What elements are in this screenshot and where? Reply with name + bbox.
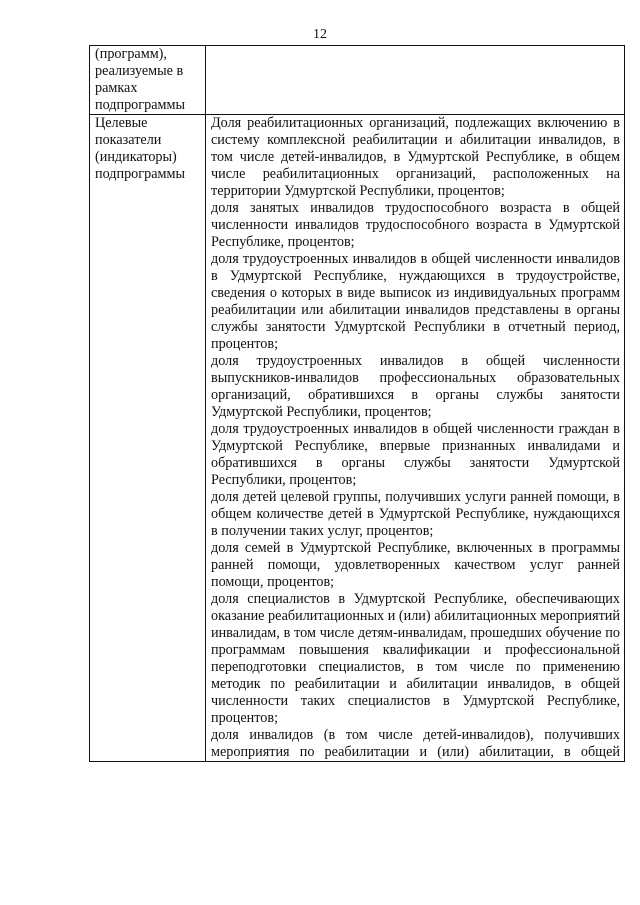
row-content-cell-empty: [206, 46, 625, 115]
row-label-line: подпрограммы: [95, 97, 185, 113]
row-label-cell: [90, 46, 206, 115]
indicator-paragraph: доля трудоустроенных инвалидов в общей численности инвалидов в Удмуртской Республике, нуждающихся в трудоустройстве, сведения о которых в виде выписок из индивидуальных программ реабилитации или абилитации инвалидов представлены в органы службы занятости Удмуртской Республики в отчетный период, процентов;: [211, 251, 620, 352]
row-label-line: подпрограммы: [95, 166, 185, 182]
subprogram-passport-table: [89, 45, 625, 762]
indicator-paragraph: доля детей целевой группы, получивших услуги ранней помощи, в общем количестве детей в Удмуртской Республике, нуждающихся в получении таких услуг, процентов;: [211, 489, 620, 539]
row-label-line: показатели: [95, 132, 162, 148]
row-content-cell: [206, 115, 625, 762]
row-label-line: (индикаторы): [95, 149, 177, 165]
row-label-cell: [90, 115, 206, 762]
indicator-paragraph: доля занятых инвалидов трудоспособного возраста в общей численности инвалидов трудоспособного возраста в Удмуртской Республике, процентов;: [211, 200, 620, 250]
table-row-programs: [90, 46, 625, 115]
page-number: 12: [313, 27, 327, 42]
table-row-target-indicators: [90, 115, 625, 762]
indicator-paragraph: доля трудоустроенных инвалидов в общей численности выпускников-инвалидов профессиональных образовательных организаций, обратившихся в органы службы занятости Удмуртской Республики, процентов;: [211, 353, 620, 420]
indicator-paragraph: доля инвалидов (в том числе детей-инвалидов), получивших мероприятия по реабилитации и (или) абилитации, в общей: [211, 727, 620, 760]
row-label-line: реализуемые в: [95, 63, 184, 79]
row-label-line: Целевые: [95, 115, 148, 131]
indicator-paragraph: Доля реабилитационных организаций, подлежащих включению в систему комплексной реабилитации и абилитации инвалидов, в том числе детей-инвалидов, в Удмуртской Республике, в общем числе реабилитационных организаций, расположенных на территории Удмуртской Республики, процентов;: [211, 115, 620, 199]
indicator-paragraph: доля семей в Удмуртской Республике, включенных в программы ранней помощи, удовлетворенных качеством услуг ранней помощи, процентов;: [211, 540, 620, 590]
row-label-line: рамках: [95, 80, 138, 96]
indicator-paragraph: доля специалистов в Удмуртской Республике, обеспечивающих оказание реабилитационных и (или) абилитационных мероприятий инвалидам, в том числе детям-инвалидам, прошедших обучение по программам повышения квалификации и профессиональной переподготовки специалистов, в том числе по применению методик по реабилитации и абилитации инвалидов, в общей численности таких специалистов в Удмуртской Республике, процентов;: [211, 591, 620, 726]
row-label-line: (программ),: [95, 46, 167, 62]
indicator-paragraph: доля трудоустроенных инвалидов в общей численности граждан в Удмуртской Республике, впервые признанных инвалидами и обратившихся в органы службы занятости Удмуртской Республики, процентов;: [211, 421, 620, 488]
